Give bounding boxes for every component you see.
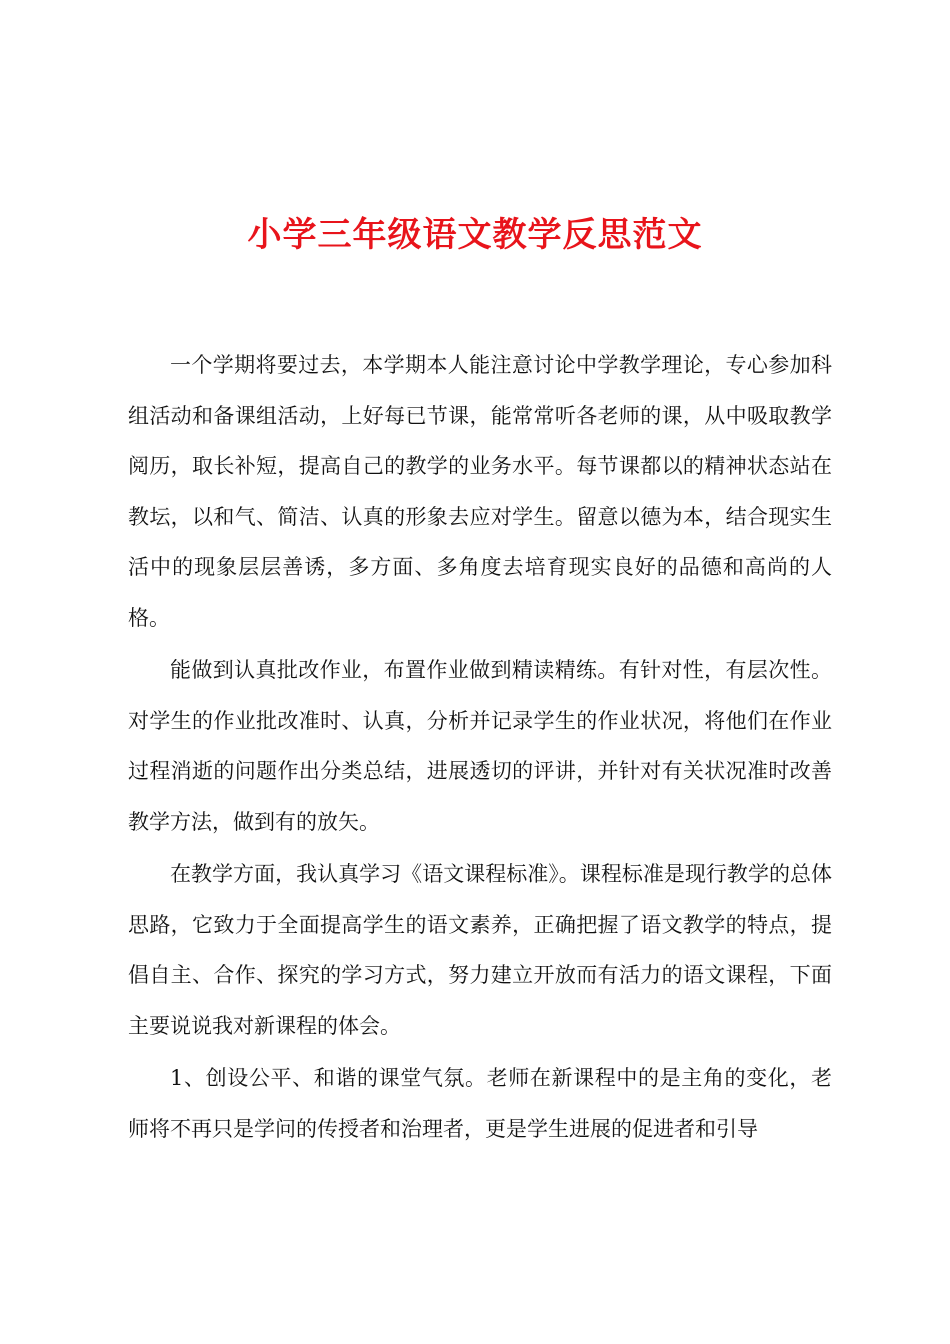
document-body (128, 340, 832, 1156)
paragraph-1: 一个学期将要过去，本学期本人能注意讨论中学教学理论，专心参加科组活动和备课组活动，上好每已节课，能常常听各老师的课，从中吸取教学阅历，取长补短，提高自己的教学的业务水平。每节课都以的精神状态站在教坛，以和气、简洁、认真的形象去应对学生。留意以德为本，结合现实生活中的现象层层善诱，多方面、多角度去培育现实良好的品德和高尚的人格。 (128, 353, 832, 630)
document-title: 小学三年级语文教学反思范文 (247, 215, 703, 255)
paragraph-3: 在教学方面，我认真学习《语文课程标准》。课程标准是现行教学的总体思路，它致力于全面提高学生的语文素养，正确把握了语文教学的特点，提倡自主、合作、探究的学习方式，努力建立开放而有活力的语文课程，下面主要说说我对新课程的体会。 (128, 862, 832, 1038)
paragraph-2: 能做到认真批改作业，布置作业做到精读精练。有针对性，有层次性。对学生的作业批改准时、认真，分析并记录学生的作业状况，将他们在作业过程消逝的问题作出分类总结，进展透切的评讲，并针对有关状况准时改善教学方法，做到有的放矢。 (128, 658, 832, 834)
paragraph-4: 1、创设公平、和谐的课堂气氛。老师在新课程中的是主角的变化，老师将不再只是学问的传授者和治理者，更是学生进展的促进者和引导 (128, 1066, 832, 1141)
